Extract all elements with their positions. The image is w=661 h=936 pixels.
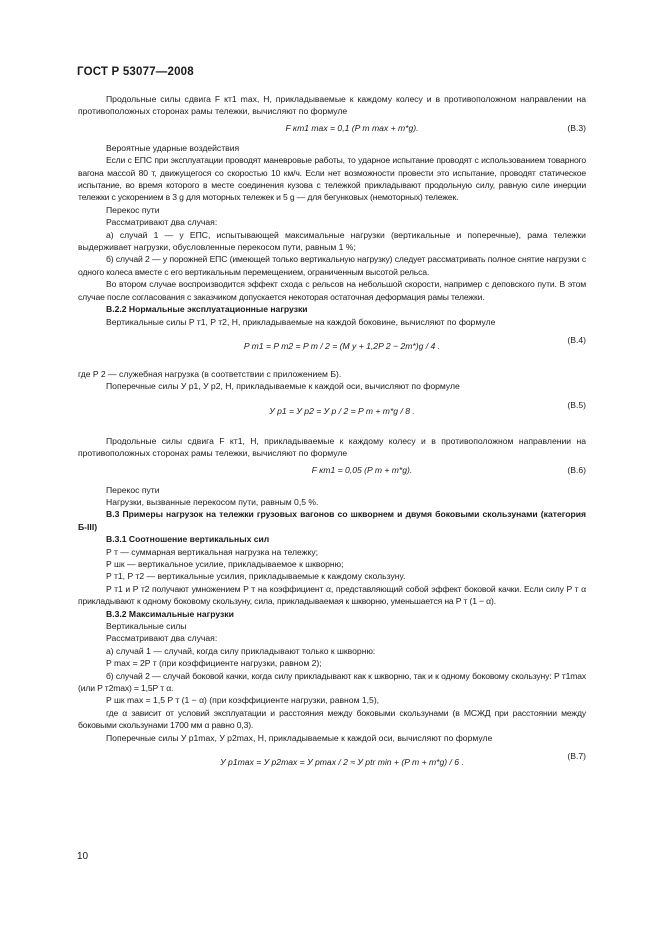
formula-b4	[78, 334, 586, 364]
formula-b4-number: (В.4)	[567, 334, 586, 345]
formula-b7-expression: У р1max = У р2max = У рmax / 2 ≈ У рtr min + (P т + m*g) / 6 .	[220, 757, 464, 768]
paragraph: Перекос пути	[106, 484, 160, 495]
formula-b5	[78, 399, 586, 429]
formula-b7-number: (В.7)	[567, 751, 586, 762]
paragraph: Нагрузки, вызванные перекосом пути, равным 0,5 %.	[106, 496, 319, 507]
formula-b3-number: (В.3)	[567, 122, 586, 133]
paragraph: Вертикальные силы P т1, P т2, Н, прикладываемые на каждой боковине, вычисляют по формуле	[106, 316, 496, 327]
paragraph: P max = 2P т (при коэффициенте нагрузки, равном 2);	[106, 658, 322, 669]
formula-b6-expression: F кт1 = 0,05 (P т + m*g).	[311, 464, 413, 475]
page-number: 10	[77, 851, 89, 862]
paragraph: б) случай 2 — у порожней ЕПС (имеющей только вертикальную нагрузку) следует рассматривать полное снятие нагрузки с одного колеса вместе с его вертикальным перемещением, ограниченным высотой рельса.	[78, 254, 586, 277]
section-heading-b32: В.3.2 Максимальные нагрузки	[106, 608, 234, 619]
section-heading-b22: В.2.2 Нормальные эксплуатационные нагрузки	[106, 304, 308, 315]
paragraph: Если с ЕПС при эксплуатации проводят маневровые работы, то ударное испытание проводят с использованием товарного вагона массой 80 т, движущегося со скоростью 10 км/ч. Если нет возможности провести это испытание, проводят статическое испытание, во время которого в месте соединения кузова с тележкой прикладывают продольную силу, равную силе инерции тележки с ускорением в 3 g для моторных тележек и 5 g — для бегунковых (немоторных) тележек.	[78, 155, 586, 203]
paragraph: Перекос пути	[106, 204, 160, 215]
paragraph: Продольные силы сдвига F кт1, Н, прикладываемые к каждому колесу и в противоположном направлении на противоположных сторонах рамы тележки, вычисляют по формуле	[78, 435, 586, 459]
paragraph: где P 2 — служебная нагрузка (в соответствии с приложением Б).	[78, 368, 342, 379]
paragraph: P т1 и P т2 получают умножением P т на коэффициент α, представляющий собой эффект боковой качки. Если силу P т α прикладывают к одному боковому скользуну, сила, прикладываемая к шкворню, уменьшается на P т (1 − α).	[78, 583, 586, 607]
paragraph: P шк — вертикальное усилие, прикладываемое к шкворню;	[106, 558, 344, 569]
paragraph: Вероятные ударные воздействия	[106, 142, 240, 153]
formula-b6	[78, 464, 586, 480]
paragraph: Рассматривают два случая:	[106, 217, 218, 228]
section-heading-b31: В.3.1 Соотношение вертикальных сил	[106, 534, 270, 545]
paragraph: а) случай 1 — у ЕПС, испытывающей максимальные нагрузки (вертикальные и поперечные), рама тележки выдерживает нагрузки, обусловленные перекосом пути, равным 1 %;	[78, 229, 586, 253]
document-header: ГОСТ Р 53077—2008	[77, 66, 194, 78]
paragraph: P т1, P т2 — вертикальные усилия, прикладываемые к каждому скользуну.	[106, 571, 406, 582]
paragraph: Во втором случае воспроизводится эффект схода с рельсов на небольшой скорости, например с деповского пути. В этом случае после согласования с заказчиком допускается некоторая остаточная деформация рамы тележки.	[78, 279, 586, 302]
paragraph: P т — суммарная вертикальная нагрузка на тележку;	[106, 546, 318, 557]
formula-b3-expression: F кт1 max = 0,1 (P т max + m*g).	[285, 122, 419, 133]
paragraph: P шк max = 1,5 P т (1 − α) (при коэффициенте нагрузки, равном 1,5),	[106, 695, 380, 706]
paragraph: а) случай 1 — случай, когда силу прикладывают только к шкворню:	[106, 645, 376, 656]
paragraph: Поперечные силы У р1max, У р2max, Н, прикладываемые к каждой оси, вычисляют по формуле	[106, 732, 493, 743]
paragraph: Поперечные силы У р1, У р2, Н, прикладываемые к каждой оси, вычисляют по формуле	[106, 381, 460, 392]
paragraph: б) случай 2 — случай боковой качки, когда силу прикладывают как к шкворню, так и к одному боковому скользуну: P т1max (или P т2max) = 1,5P т α.	[78, 670, 586, 694]
paragraph: Рассматривают два случая:	[106, 633, 218, 644]
formula-b4-expression: P т1 = P т2 = P т / 2 = (M у + 1,2P 2 − 2m*)g / 4 .	[243, 340, 441, 351]
page-content	[78, 93, 586, 780]
formula-b6-number: (В.6)	[567, 464, 586, 475]
paragraph: где α зависит от условий эксплуатации и расстояния между боковыми скользунами (в МСЖД при расстоянии между боковыми скользунами 1700 мм α равно 0,3).	[78, 707, 586, 731]
formula-b5-number: (В.5)	[567, 399, 586, 410]
section-heading-b3: В.3 Примеры нагрузок на тележки грузовых вагонов со шкворнем и двумя боковыми скользунами (категория Б-III)	[78, 509, 586, 532]
formula-b7	[78, 750, 586, 780]
formula-b5-expression: У р1 = У р2 = У р / 2 = P т + m*g / 8 .	[269, 405, 415, 416]
formula-b3	[78, 122, 586, 138]
paragraph: Продольные силы сдвига F кт1 max, Н, прикладываемые к каждому колесу и в противоположном направлении на противоположных сторонах рамы тележки, вычисляют по формуле	[78, 94, 586, 117]
paragraph: Вертикальные силы	[106, 621, 187, 631]
